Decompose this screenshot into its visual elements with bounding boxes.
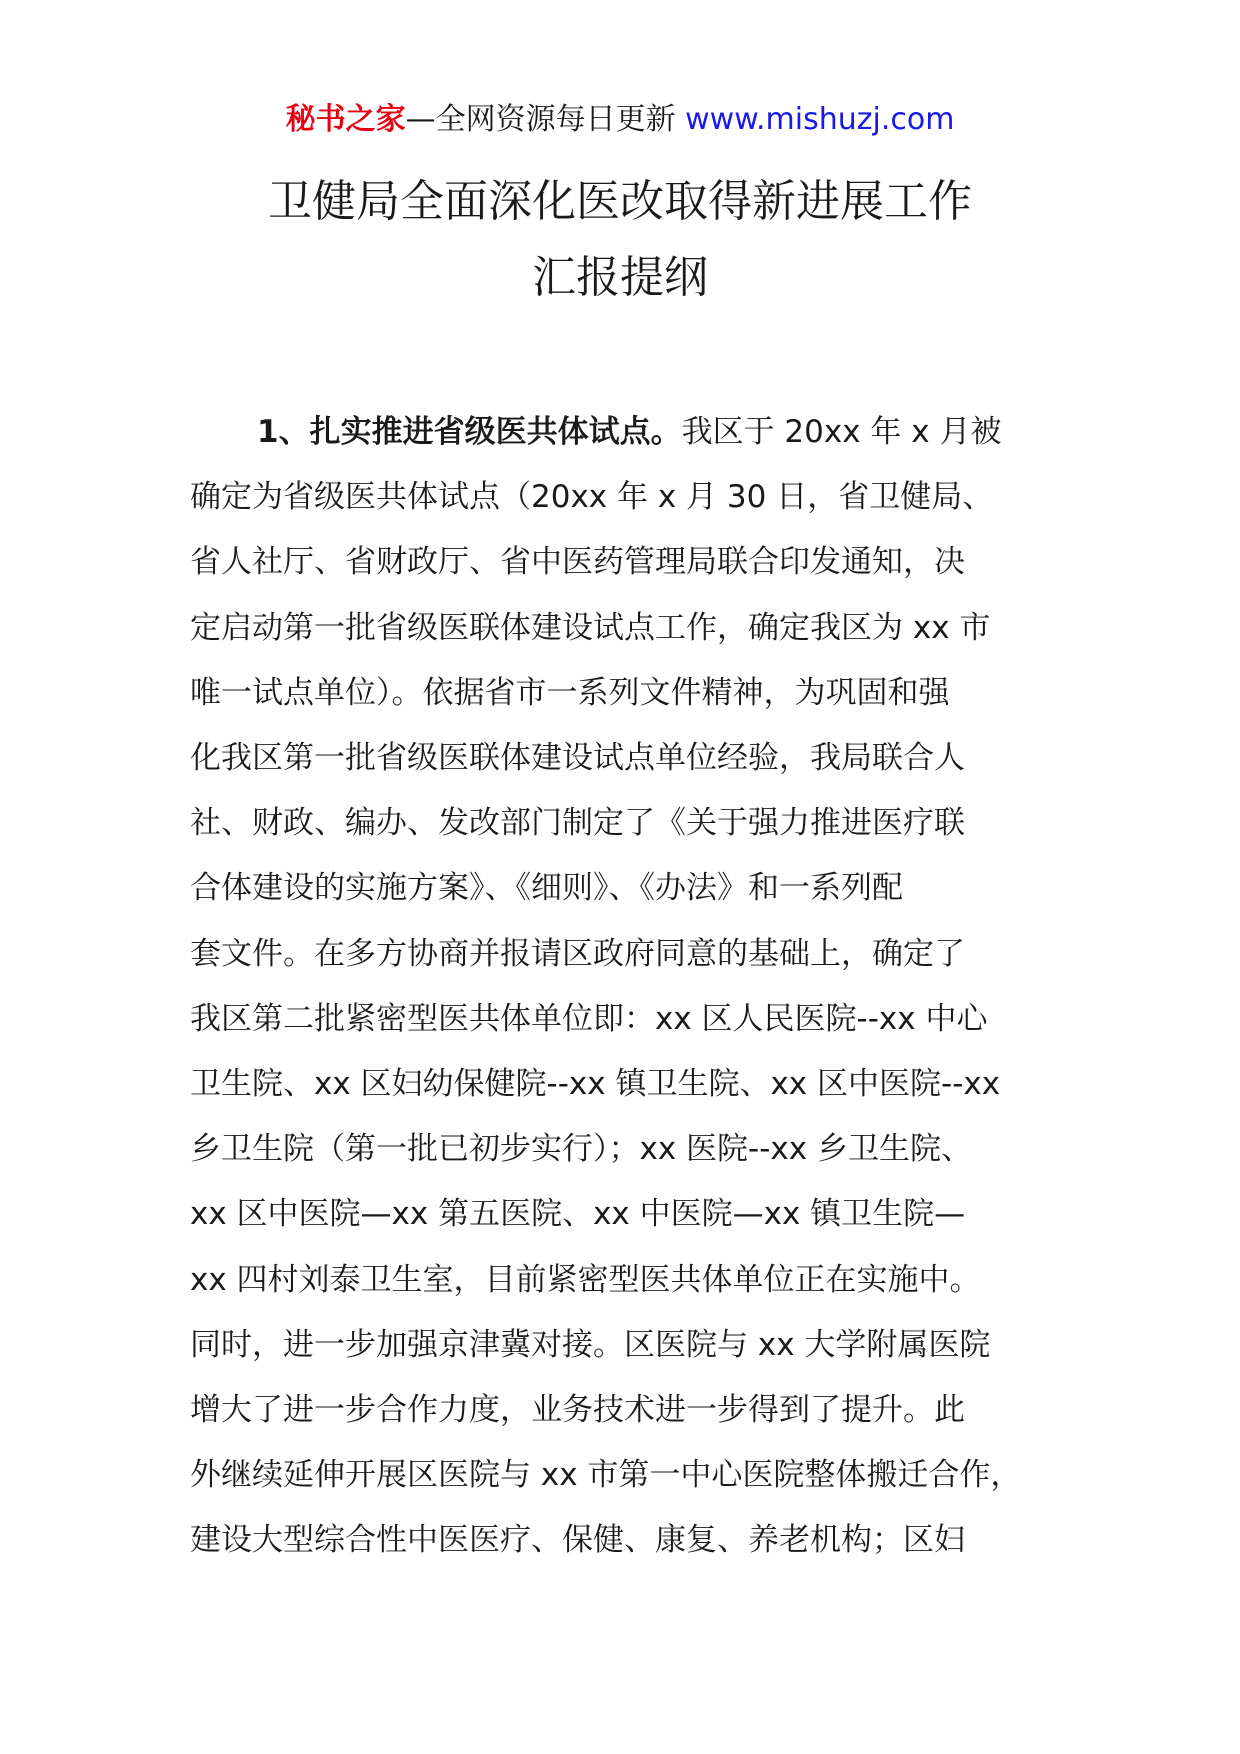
body-line: 定启动第一批省级医联体建设试点工作，确定我区为 xx 市	[190, 609, 991, 646]
site-url-link[interactable]: www.mishuzj.com	[685, 102, 955, 137]
brand-tagline: —全网资源每日更新	[405, 102, 676, 137]
brand-name: 秘书之家	[285, 102, 406, 137]
paragraph-first-line	[190, 400, 1070, 465]
body-line: 增大了进一步合作力度，业务技术进一步得到了提升。此	[190, 1392, 965, 1429]
body-line: 同时，进一步加强京津冀对接。区医院与 xx 大学附属医院	[190, 1326, 991, 1363]
body-line: 我区于 20xx 年 x 月被	[681, 414, 1002, 450]
header-banner	[0, 100, 1240, 140]
document-title-line-1: 卫健局全面深化医改取得新进展工作	[268, 176, 972, 227]
body-line: 省人社厅、省财政厅、省中医药管理局联合印发通知，决	[190, 544, 965, 581]
body-line: xx 四村刘泰卫生室，目前紧密型医共体单位正在实施中。	[190, 1261, 981, 1298]
body-line: 乡卫生院（第一批已初步实行）；xx 医院--xx 乡卫生院、	[190, 1131, 972, 1168]
body-line: 建设大型综合性中医医疗、保健、康复、养老机构；区妇	[190, 1522, 965, 1559]
body-line: 社、财政、编办、发改部门制定了《关于强力推进医疗联	[190, 805, 965, 842]
body-line: 化我区第一批省级医联体建设试点单位经验，我局联合人	[190, 740, 965, 777]
body-line: 确定为省级医共体试点（20xx 年 x 月 30 日，省卫健局、	[190, 479, 994, 516]
body-line: 卫生院、xx 区妇幼保健院--xx 镇卫生院、xx 区中医院--xx	[190, 1066, 1001, 1103]
paragraph-heading: 1、扎实推进省级医共体试点。	[257, 414, 682, 450]
body-line: 我区第二批紧密型医共体单位即：xx 区人民医院--xx 中心	[190, 1000, 988, 1037]
document-body	[190, 400, 1070, 1574]
body-line: 唯一试点单位）。依据省市一系列文件精神，为巩固和强	[190, 674, 950, 711]
document-title-line-2: 汇报提纲	[532, 252, 708, 303]
body-line: 合体建设的实施方案》、《细则》、《办法》和一系列配	[190, 870, 903, 907]
body-line: 套文件。在多方协商并报请区政府同意的基础上，确定了	[190, 935, 965, 972]
body-line: 外继续延伸开展区医院与 xx 市第一中心医院整体搬迁合作，	[190, 1457, 1022, 1494]
body-line: xx 区中医院—xx 第五医院、xx 中医院—xx 镇卫生院—	[190, 1196, 966, 1233]
